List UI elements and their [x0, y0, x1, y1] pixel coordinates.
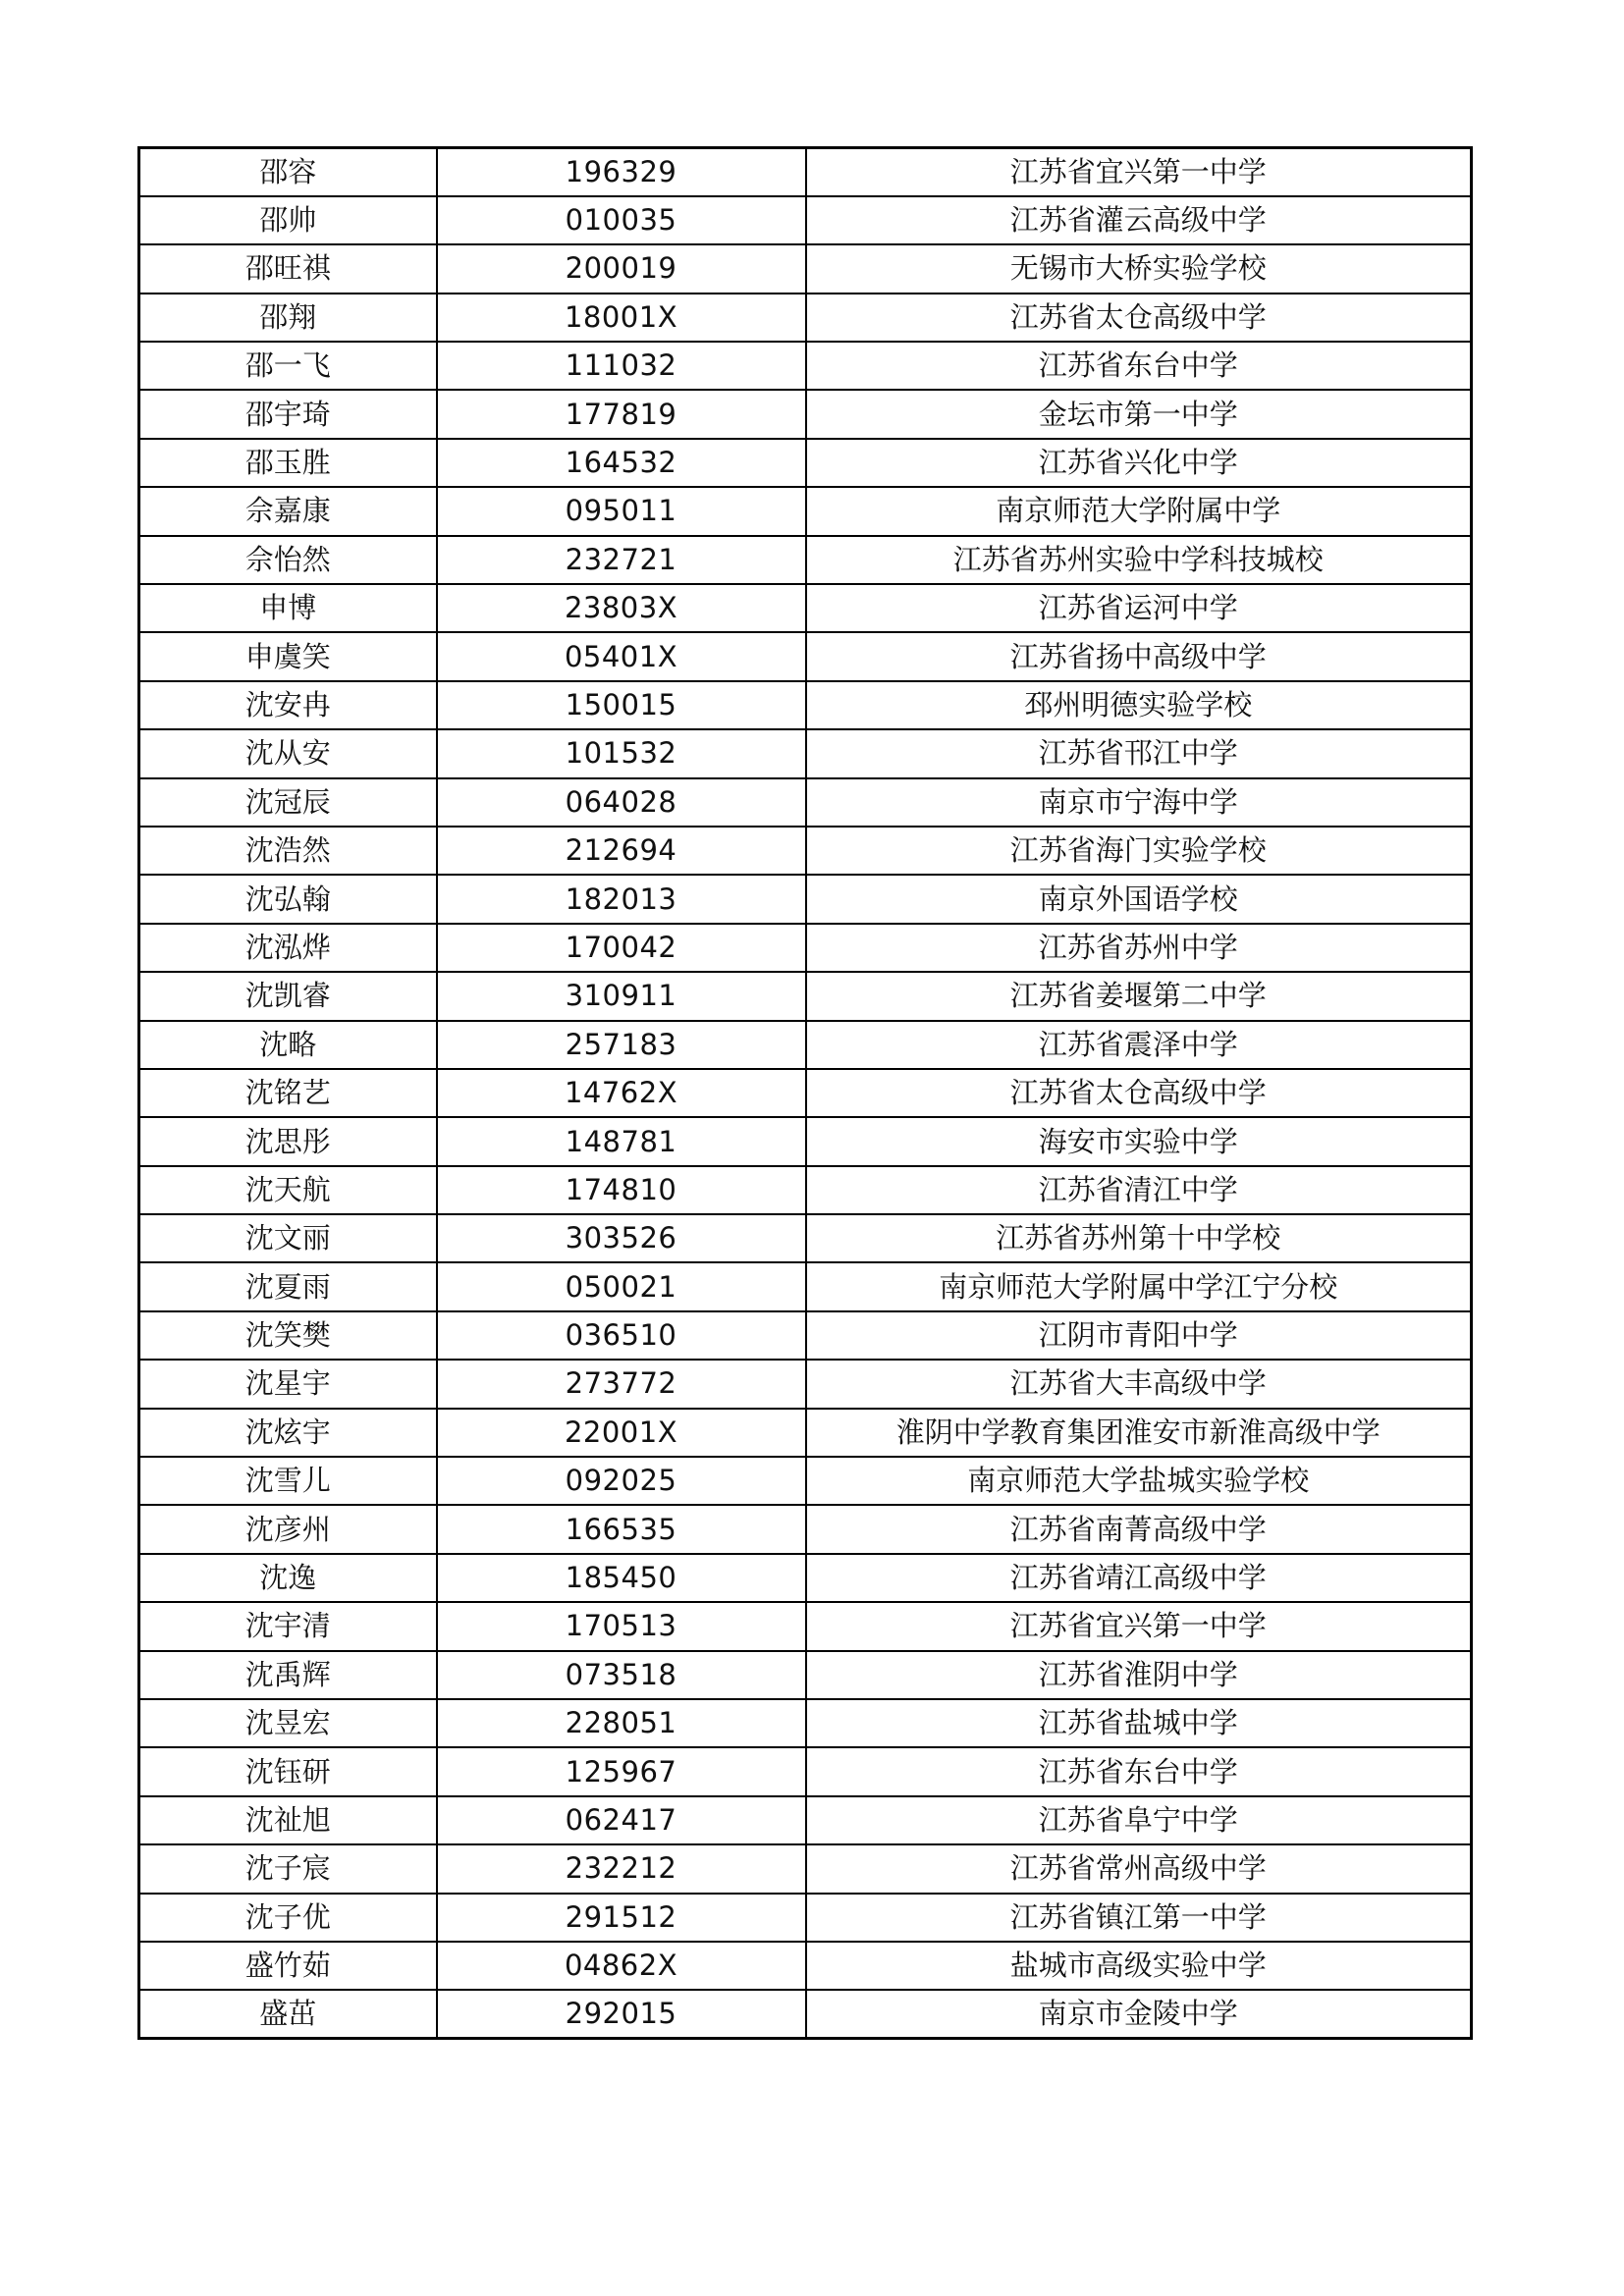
table-row — [139, 1894, 1472, 1942]
student-id-cell: 273772 — [437, 1360, 806, 1408]
school-name-cell: 江苏省苏州实验中学科技城校 — [806, 536, 1472, 584]
table-row — [139, 1844, 1472, 1893]
student-name-cell: 沈昱宏 — [139, 1699, 437, 1747]
student-name-cell: 邵容 — [139, 148, 437, 196]
student-name-cell: 邵帅 — [139, 196, 437, 244]
school-name-cell: 南京市金陵中学 — [806, 1990, 1472, 2038]
student-id-cell: 182013 — [437, 875, 806, 923]
school-name-cell: 金坛市第一中学 — [806, 390, 1472, 438]
school-name-cell: 江苏省盐城中学 — [806, 1699, 1472, 1747]
school-name-cell: 盐城市高级实验中学 — [806, 1942, 1472, 1990]
table-row — [139, 632, 1472, 680]
table-row — [139, 1990, 1472, 2038]
table-row — [139, 1409, 1472, 1457]
student-id-cell: 185450 — [437, 1554, 806, 1602]
school-name-cell: 南京师范大学附属中学 — [806, 487, 1472, 535]
student-id-cell: 073518 — [437, 1651, 806, 1699]
table-row — [139, 1796, 1472, 1844]
table-row — [139, 1505, 1472, 1553]
school-name-cell: 江苏省镇江第一中学 — [806, 1894, 1472, 1942]
student-id-cell: 111032 — [437, 342, 806, 390]
student-id-cell: 092025 — [437, 1457, 806, 1505]
table-row — [139, 487, 1472, 535]
student-name-cell: 盛茁 — [139, 1990, 437, 2038]
student-id-cell: 303526 — [437, 1214, 806, 1262]
school-name-cell: 江苏省苏州中学 — [806, 924, 1472, 972]
student-name-cell: 沈祉旭 — [139, 1796, 437, 1844]
student-name-cell: 申博 — [139, 584, 437, 632]
student-name-cell: 沈浩然 — [139, 827, 437, 875]
student-id-cell: 292015 — [437, 1990, 806, 2038]
student-id-cell: 291512 — [437, 1894, 806, 1942]
table-row — [139, 148, 1472, 196]
student-id-cell: 148781 — [437, 1117, 806, 1165]
student-id-cell: 064028 — [437, 778, 806, 827]
table-row — [139, 924, 1472, 972]
student-id-cell: 18001X — [437, 294, 806, 342]
school-name-cell: 江苏省太仓高级中学 — [806, 1069, 1472, 1117]
student-name-cell: 沈炫宇 — [139, 1409, 437, 1457]
student-name-cell: 沈思彤 — [139, 1117, 437, 1165]
student-name-cell: 沈子优 — [139, 1894, 437, 1942]
student-id-cell: 14762X — [437, 1069, 806, 1117]
student-name-cell: 沈夏雨 — [139, 1262, 437, 1310]
student-id-cell: 095011 — [437, 487, 806, 535]
table-row — [139, 1747, 1472, 1795]
table-row — [139, 778, 1472, 827]
school-name-cell: 江苏省南菁高级中学 — [806, 1505, 1472, 1553]
student-name-cell: 沈雪儿 — [139, 1457, 437, 1505]
table-row — [139, 875, 1472, 923]
school-name-cell: 南京师范大学附属中学江宁分校 — [806, 1262, 1472, 1310]
student-id-cell: 232212 — [437, 1844, 806, 1893]
student-id-cell: 228051 — [437, 1699, 806, 1747]
table-row — [139, 681, 1472, 729]
student-id-cell: 310911 — [437, 972, 806, 1020]
student-name-cell: 沈弘翰 — [139, 875, 437, 923]
table-row — [139, 1457, 1472, 1505]
school-name-cell: 江苏省太仓高级中学 — [806, 294, 1472, 342]
student-id-cell: 125967 — [437, 1747, 806, 1795]
table-row — [139, 244, 1472, 293]
student-name-cell: 申虞笑 — [139, 632, 437, 680]
table-row — [139, 972, 1472, 1020]
table-row — [139, 1942, 1472, 1990]
student-name-cell: 佘怡然 — [139, 536, 437, 584]
table-row — [139, 1069, 1472, 1117]
table-row — [139, 439, 1472, 487]
student-id-cell: 010035 — [437, 196, 806, 244]
student-name-cell: 邵玉胜 — [139, 439, 437, 487]
student-id-cell: 062417 — [437, 1796, 806, 1844]
school-name-cell: 江苏省宜兴第一中学 — [806, 1602, 1472, 1650]
student-name-cell: 沈从安 — [139, 729, 437, 777]
school-name-cell: 江苏省灌云高级中学 — [806, 196, 1472, 244]
school-name-cell: 江苏省大丰高级中学 — [806, 1360, 1472, 1408]
student-id-cell: 164532 — [437, 439, 806, 487]
table-row — [139, 1699, 1472, 1747]
student-id-cell: 196329 — [437, 148, 806, 196]
student-name-cell: 沈彦州 — [139, 1505, 437, 1553]
student-id-cell: 036510 — [437, 1311, 806, 1360]
student-id-cell: 200019 — [437, 244, 806, 293]
student-id-cell: 177819 — [437, 390, 806, 438]
student-name-cell: 邵一飞 — [139, 342, 437, 390]
school-name-cell: 江苏省常州高级中学 — [806, 1844, 1472, 1893]
student-id-cell: 166535 — [437, 1505, 806, 1553]
school-name-cell: 江阴市青阳中学 — [806, 1311, 1472, 1360]
table-row — [139, 390, 1472, 438]
student-id-cell: 174810 — [437, 1166, 806, 1214]
table-row — [139, 1166, 1472, 1214]
school-name-cell: 南京市宁海中学 — [806, 778, 1472, 827]
student-id-cell: 170042 — [437, 924, 806, 972]
table-row — [139, 536, 1472, 584]
student-id-cell: 22001X — [437, 1409, 806, 1457]
school-name-cell: 南京师范大学盐城实验学校 — [806, 1457, 1472, 1505]
school-name-cell: 南京外国语学校 — [806, 875, 1472, 923]
table-row — [139, 1021, 1472, 1069]
table-row — [139, 1117, 1472, 1165]
roster-table-body — [139, 148, 1472, 2039]
table-row — [139, 1360, 1472, 1408]
student-name-cell: 沈略 — [139, 1021, 437, 1069]
school-name-cell: 江苏省东台中学 — [806, 342, 1472, 390]
table-row — [139, 294, 1472, 342]
school-name-cell: 江苏省扬中高级中学 — [806, 632, 1472, 680]
student-name-cell: 沈钰研 — [139, 1747, 437, 1795]
school-name-cell: 淮阴中学教育集团淮安市新淮高级中学 — [806, 1409, 1472, 1457]
school-name-cell: 江苏省东台中学 — [806, 1747, 1472, 1795]
student-id-cell: 050021 — [437, 1262, 806, 1310]
student-name-cell: 沈安冉 — [139, 681, 437, 729]
student-name-cell: 邵宇琦 — [139, 390, 437, 438]
student-name-cell: 沈天航 — [139, 1166, 437, 1214]
table-row — [139, 1262, 1472, 1310]
school-name-cell: 江苏省靖江高级中学 — [806, 1554, 1472, 1602]
school-name-cell: 江苏省邗江中学 — [806, 729, 1472, 777]
student-name-cell: 沈逸 — [139, 1554, 437, 1602]
table-row — [139, 1602, 1472, 1650]
table-row — [139, 196, 1472, 244]
table-row — [139, 1311, 1472, 1360]
school-name-cell: 江苏省运河中学 — [806, 584, 1472, 632]
student-name-cell: 沈笑樊 — [139, 1311, 437, 1360]
school-name-cell: 海安市实验中学 — [806, 1117, 1472, 1165]
student-name-cell: 邵旺祺 — [139, 244, 437, 293]
student-id-cell: 101532 — [437, 729, 806, 777]
school-name-cell: 江苏省兴化中学 — [806, 439, 1472, 487]
student-name-cell: 沈泓烨 — [139, 924, 437, 972]
table-row — [139, 1554, 1472, 1602]
school-name-cell: 江苏省阜宁中学 — [806, 1796, 1472, 1844]
school-name-cell: 江苏省海门实验学校 — [806, 827, 1472, 875]
school-name-cell: 无锡市大桥实验学校 — [806, 244, 1472, 293]
table-row — [139, 342, 1472, 390]
school-name-cell: 邳州明德实验学校 — [806, 681, 1472, 729]
student-id-cell: 232721 — [437, 536, 806, 584]
table-row — [139, 827, 1472, 875]
student-name-cell: 沈铭艺 — [139, 1069, 437, 1117]
student-name-cell: 沈子宸 — [139, 1844, 437, 1893]
school-name-cell: 江苏省苏州第十中学校 — [806, 1214, 1472, 1262]
student-id-cell: 170513 — [437, 1602, 806, 1650]
table-row — [139, 1651, 1472, 1699]
roster-table — [137, 146, 1473, 2040]
student-id-cell: 212694 — [437, 827, 806, 875]
student-name-cell: 邵翔 — [139, 294, 437, 342]
student-name-cell: 沈禹辉 — [139, 1651, 437, 1699]
student-id-cell: 257183 — [437, 1021, 806, 1069]
student-id-cell: 150015 — [437, 681, 806, 729]
student-id-cell: 23803X — [437, 584, 806, 632]
student-name-cell: 沈凯睿 — [139, 972, 437, 1020]
student-name-cell: 沈冠辰 — [139, 778, 437, 827]
school-name-cell: 江苏省震泽中学 — [806, 1021, 1472, 1069]
student-name-cell: 沈星宇 — [139, 1360, 437, 1408]
school-name-cell: 江苏省清江中学 — [806, 1166, 1472, 1214]
school-name-cell: 江苏省宜兴第一中学 — [806, 148, 1472, 196]
student-id-cell: 04862X — [437, 1942, 806, 1990]
student-id-cell: 05401X — [437, 632, 806, 680]
student-name-cell: 盛竹茹 — [139, 1942, 437, 1990]
student-name-cell: 佘嘉康 — [139, 487, 437, 535]
student-name-cell: 沈宇清 — [139, 1602, 437, 1650]
school-name-cell: 江苏省淮阴中学 — [806, 1651, 1472, 1699]
table-row — [139, 1214, 1472, 1262]
table-row — [139, 584, 1472, 632]
school-name-cell: 江苏省姜堰第二中学 — [806, 972, 1472, 1020]
table-row — [139, 729, 1472, 777]
student-name-cell: 沈文丽 — [139, 1214, 437, 1262]
